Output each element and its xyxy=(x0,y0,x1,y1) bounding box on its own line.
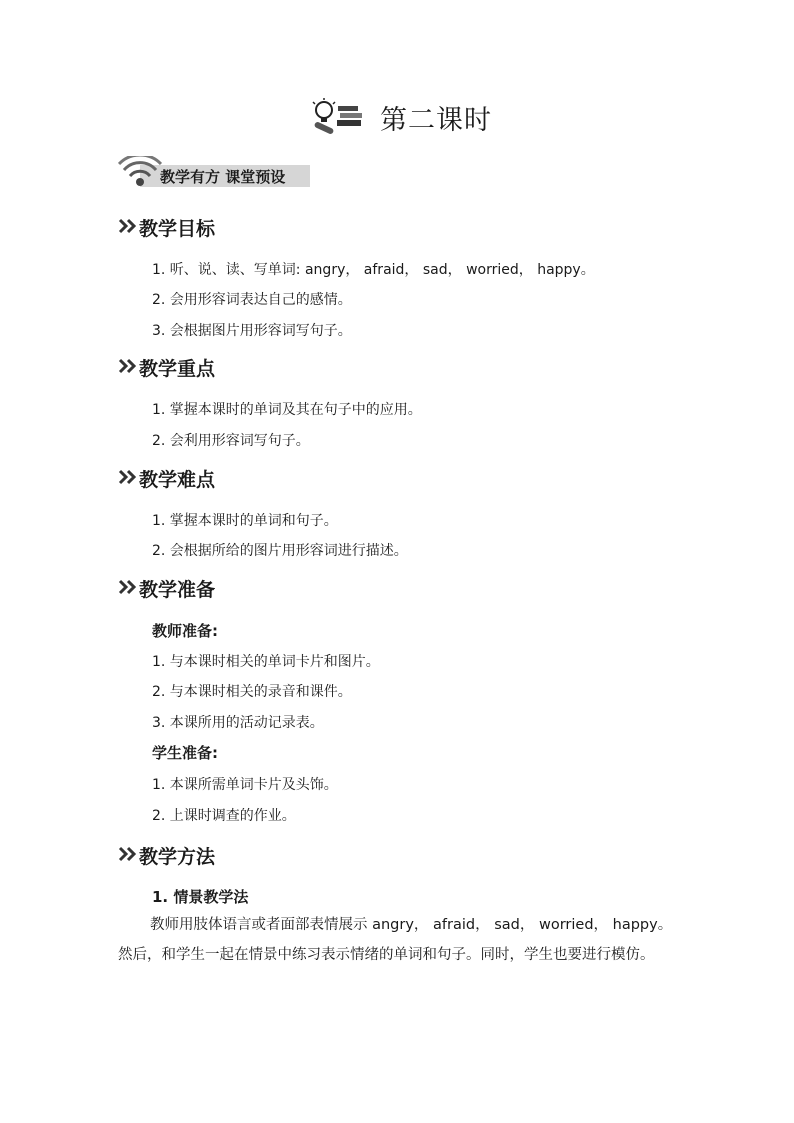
student-prep-item: 2. 上课时调查的作业。 xyxy=(152,808,296,824)
double-chevron-icon xyxy=(118,469,138,485)
lesson-title: 第二课时 xyxy=(380,105,492,136)
student-prep-label: 学生准备: xyxy=(152,744,218,762)
key-points-title: 教学重点 xyxy=(139,358,216,380)
wifi-signal-icon xyxy=(118,156,162,190)
methods-title: 教学方法 xyxy=(139,846,216,868)
goal-item: 2. 会用形容词表达自己的感情。 xyxy=(152,292,352,308)
key-point-item: 2. 会利用形容词写句子。 xyxy=(152,433,310,449)
double-chevron-icon xyxy=(118,358,138,374)
method-paragraph: 教师用肢体语言或者面部表情展示 angry， afraid， sad， worried， happy。然后，和学生一起在情景中练习表示情绪的单词和句子。同时，学生也要进行模仿。 xyxy=(118,917,673,963)
teacher-prep-label: 教师准备: xyxy=(152,622,218,640)
goal-item: 3. 会根据图片用形容词写句子。 xyxy=(152,323,352,339)
difficulty-item: 1. 掌握本课时的单词和句子。 xyxy=(152,513,338,529)
double-chevron-icon xyxy=(118,218,138,234)
difficulty-item: 2. 会根据所给的图片用形容词进行描述。 xyxy=(152,543,408,559)
method-title: 1. 情景教学法 xyxy=(152,888,249,906)
goal-item: 1. 听、说、读、写单词: angry， afraid， sad， worried， happy。 xyxy=(152,262,595,278)
lightbulb-books-icon xyxy=(310,98,368,138)
difficulties-title: 教学难点 xyxy=(139,469,216,491)
banner-text: 教学有方 课堂预设 xyxy=(160,168,286,186)
teacher-prep-item: 1. 与本课时相关的单词卡片和图片。 xyxy=(152,654,380,670)
double-chevron-icon xyxy=(118,579,138,595)
student-prep-item: 1. 本课所需单词卡片及头饰。 xyxy=(152,777,338,793)
key-point-item: 1. 掌握本课时的单词及其在句子中的应用。 xyxy=(152,402,422,418)
preparation-title: 教学准备 xyxy=(139,579,216,601)
teacher-prep-item: 3. 本课所用的活动记录表。 xyxy=(152,715,324,731)
teacher-prep-item: 2. 与本课时相关的录音和课件。 xyxy=(152,684,352,700)
section-banner xyxy=(118,156,310,190)
goals-title: 教学目标 xyxy=(139,218,216,240)
lesson-title-row xyxy=(0,96,794,144)
double-chevron-icon xyxy=(118,846,138,862)
